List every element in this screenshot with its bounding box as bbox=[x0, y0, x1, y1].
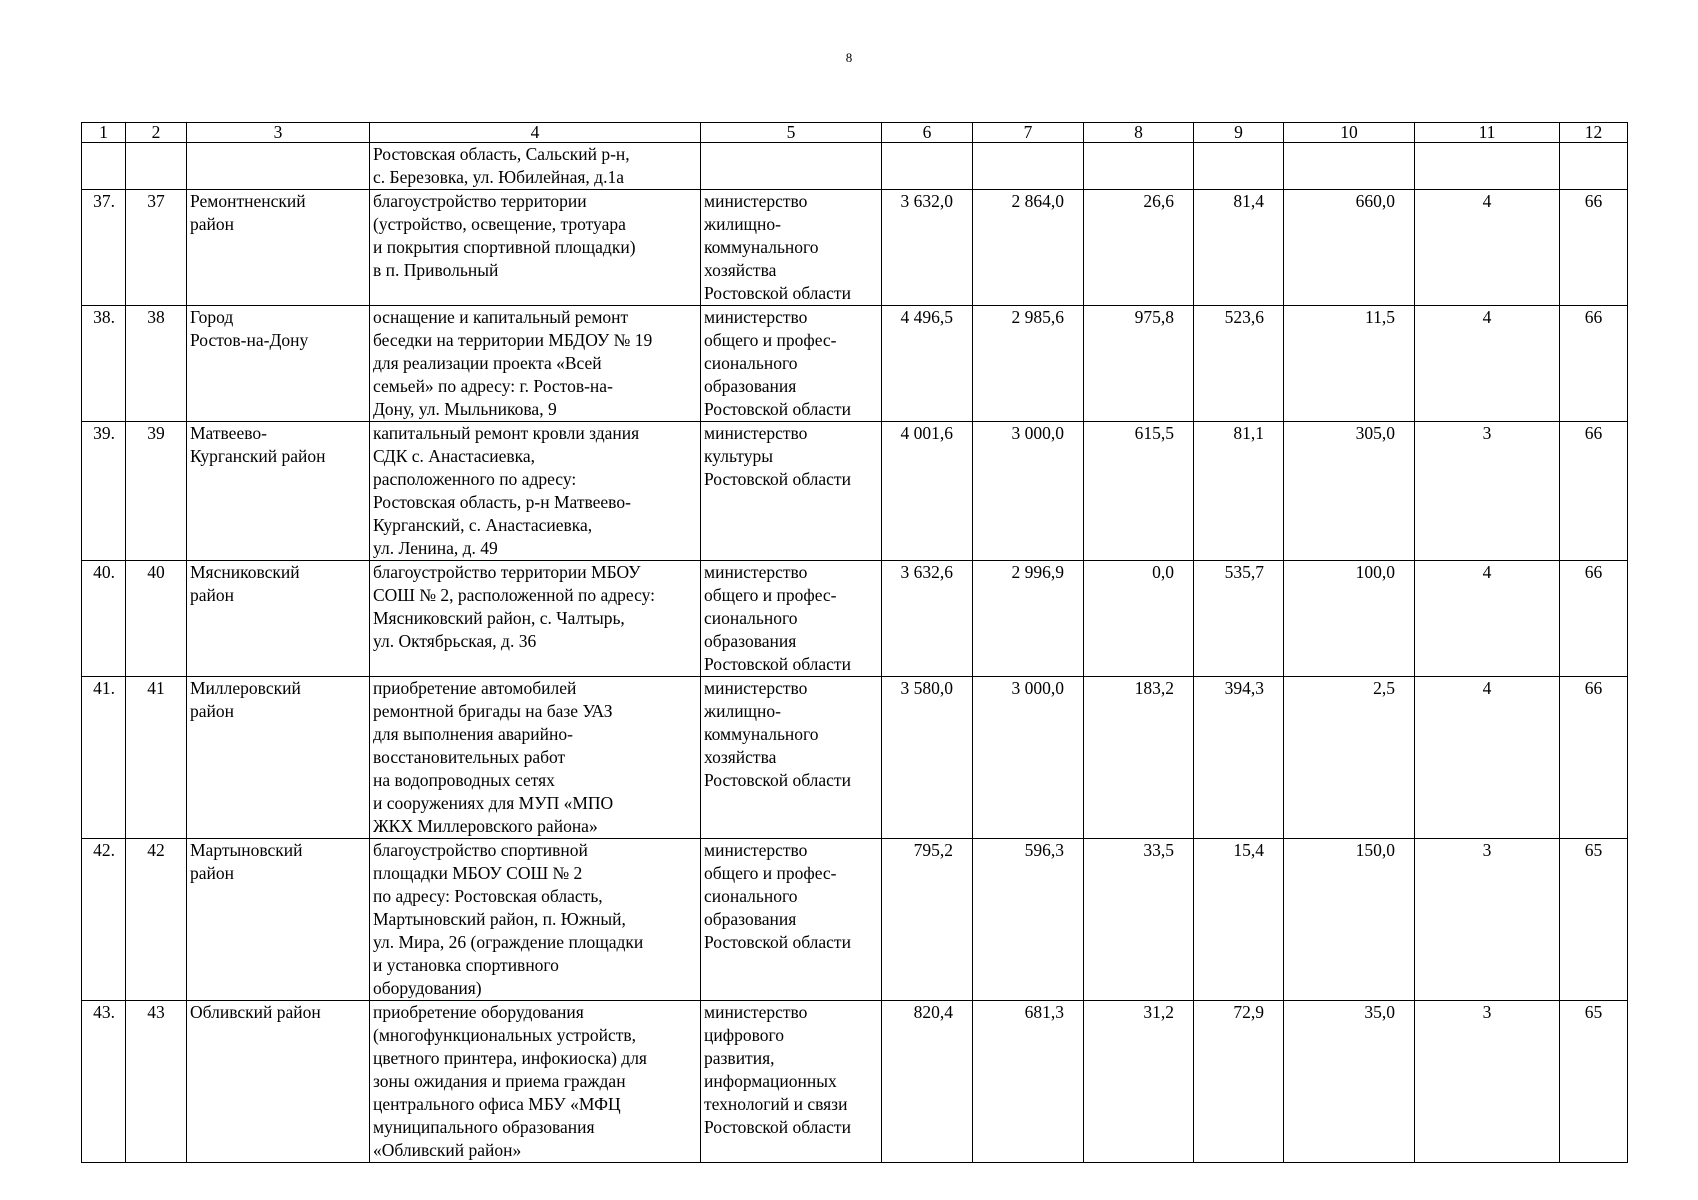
value-cell bbox=[973, 143, 1084, 190]
column-header: 3 bbox=[187, 123, 370, 143]
value-cell: 31,2 bbox=[1084, 1001, 1194, 1163]
value-cell: 2 864,0 bbox=[973, 190, 1084, 306]
value-cell: 3 000,0 bbox=[973, 677, 1084, 839]
value-cell: 15,4 bbox=[1194, 839, 1284, 1001]
value-cell: 615,5 bbox=[1084, 422, 1194, 561]
value-cell: 66 bbox=[1560, 561, 1628, 677]
page-number: 8 bbox=[845, 50, 853, 65]
ministry-cell: министерство жилищно- коммунального хозяйства Ростовской области bbox=[701, 677, 882, 839]
column-header: 10 bbox=[1284, 123, 1415, 143]
row-number-cell: 40. bbox=[82, 561, 126, 677]
ministry-cell: министерство культуры Ростовской области bbox=[701, 422, 882, 561]
row-id-cell bbox=[126, 143, 187, 190]
column-header: 5 bbox=[701, 123, 882, 143]
table-row bbox=[82, 561, 1628, 677]
value-cell: 523,6 bbox=[1194, 306, 1284, 422]
description-cell: капитальный ремонт кровли здания СДК с. Анастасиевка, расположенного по адресу: Ростовская область, р-н Матвеево- Курганский, с. Анастасиевка, ул. Ленина, д. 49 bbox=[370, 422, 701, 561]
value-cell: 65 bbox=[1560, 839, 1628, 1001]
row-number-cell: 41. bbox=[82, 677, 126, 839]
row-id-cell: 38 bbox=[126, 306, 187, 422]
value-cell: 65 bbox=[1560, 1001, 1628, 1163]
column-number-header-row bbox=[82, 123, 1628, 143]
value-cell: 3 632,0 bbox=[882, 190, 973, 306]
row-id-cell: 43 bbox=[126, 1001, 187, 1163]
description-cell: приобретение автомобилей ремонтной бригады на базе УАЗ для выполнения аварийно- восстановительных работ на водопроводных сетях и сооружениях для МУП «МПО ЖКХ Миллеровского района» bbox=[370, 677, 701, 839]
row-number-cell: 39. bbox=[82, 422, 126, 561]
value-cell: 535,7 bbox=[1194, 561, 1284, 677]
column-header: 4 bbox=[370, 123, 701, 143]
value-cell: 660,0 bbox=[1284, 190, 1415, 306]
value-cell: 975,8 bbox=[1084, 306, 1194, 422]
row-number-cell: 43. bbox=[82, 1001, 126, 1163]
value-cell: 66 bbox=[1560, 677, 1628, 839]
value-cell: 66 bbox=[1560, 190, 1628, 306]
value-cell: 66 bbox=[1560, 306, 1628, 422]
value-cell: 150,0 bbox=[1284, 839, 1415, 1001]
table-row bbox=[82, 306, 1628, 422]
value-cell: 33,5 bbox=[1084, 839, 1194, 1001]
table-row bbox=[82, 839, 1628, 1001]
description-cell: оснащение и капитальный ремонт беседки на территории МБДОУ № 19 для реализации проекта «Всей семьей» по адресу: г. Ростов-на- Дону, ул. Мыльникова, 9 bbox=[370, 306, 701, 422]
data-table bbox=[81, 122, 1628, 1163]
value-cell bbox=[701, 143, 882, 190]
column-header: 11 bbox=[1415, 123, 1560, 143]
value-cell: 4 bbox=[1415, 306, 1560, 422]
description-cell: приобретение оборудования (многофункциональных устройств, цветного принтера, инфокиоска) для зоны ожидания и приема граждан центрального офиса МБУ «МФЦ муниципального образования «Обливский район» bbox=[370, 1001, 701, 1163]
value-cell bbox=[1415, 143, 1560, 190]
description-cell: благоустройство спортивной площадки МБОУ СОШ № 2 по адресу: Ростовская область, Мартыновский район, п. Южный, ул. Мира, 26 (ограждение площадки и установка спортивного оборудования) bbox=[370, 839, 701, 1001]
value-cell: 3 632,6 bbox=[882, 561, 973, 677]
district-cell: Обливский район bbox=[187, 1001, 370, 1163]
value-cell: 681,3 bbox=[973, 1001, 1084, 1163]
value-cell: 81,1 bbox=[1194, 422, 1284, 561]
value-cell: 26,6 bbox=[1084, 190, 1194, 306]
ministry-cell: министерство общего и профес- сионального образования Ростовской области bbox=[701, 306, 882, 422]
column-header: 2 bbox=[126, 123, 187, 143]
value-cell: 305,0 bbox=[1284, 422, 1415, 561]
ministry-cell: министерство общего и профес- сионального образования Ростовской области bbox=[701, 839, 882, 1001]
value-cell: 2,5 bbox=[1284, 677, 1415, 839]
table-body bbox=[82, 143, 1628, 1163]
row-id-cell: 40 bbox=[126, 561, 187, 677]
value-cell: 72,9 bbox=[1194, 1001, 1284, 1163]
description-cell: благоустройство территории МБОУ СОШ № 2, расположенной по адресу: Мясниковский район, с. Чалтырь, ул. Октябрьская, д. 36 bbox=[370, 561, 701, 677]
district-cell: Ремонтненский район bbox=[187, 190, 370, 306]
value-cell: 66 bbox=[1560, 422, 1628, 561]
table-row bbox=[82, 422, 1628, 561]
value-cell: 11,5 bbox=[1284, 306, 1415, 422]
row-number-cell bbox=[82, 143, 126, 190]
value-cell: 3 580,0 bbox=[882, 677, 973, 839]
value-cell: 3 000,0 bbox=[973, 422, 1084, 561]
value-cell: 795,2 bbox=[882, 839, 973, 1001]
district-cell: Мясниковский район bbox=[187, 561, 370, 677]
table-row bbox=[82, 677, 1628, 839]
table-row bbox=[82, 1001, 1628, 1163]
row-number-cell: 38. bbox=[82, 306, 126, 422]
value-cell: 4 bbox=[1415, 561, 1560, 677]
ministry-cell: министерство общего и профес- сионального образования Ростовской области bbox=[701, 561, 882, 677]
value-cell bbox=[882, 143, 973, 190]
district-cell: Город Ростов-на-Дону bbox=[187, 306, 370, 422]
column-header: 1 bbox=[82, 123, 126, 143]
column-header: 8 bbox=[1084, 123, 1194, 143]
value-cell bbox=[1560, 143, 1628, 190]
ministry-cell: министерство жилищно- коммунального хозяйства Ростовской области bbox=[701, 190, 882, 306]
value-cell bbox=[1084, 143, 1194, 190]
value-cell: 3 bbox=[1415, 839, 1560, 1001]
district-cell: Матвеево- Курганский район bbox=[187, 422, 370, 561]
column-header: 7 bbox=[973, 123, 1084, 143]
value-cell: 4 001,6 bbox=[882, 422, 973, 561]
table-row bbox=[82, 190, 1628, 306]
table-row bbox=[82, 143, 1628, 190]
value-cell: 820,4 bbox=[882, 1001, 973, 1163]
value-cell: 81,4 bbox=[1194, 190, 1284, 306]
ministry-cell: министерство цифрового развития, информационных технологий и связи Ростовской области bbox=[701, 1001, 882, 1163]
value-cell: 3 bbox=[1415, 1001, 1560, 1163]
row-id-cell: 37 bbox=[126, 190, 187, 306]
row-id-cell: 42 bbox=[126, 839, 187, 1001]
value-cell: 596,3 bbox=[973, 839, 1084, 1001]
value-cell: 2 985,6 bbox=[973, 306, 1084, 422]
column-header: 9 bbox=[1194, 123, 1284, 143]
description-cell: благоустройство территории (устройство, освещение, тротуара и покрытия спортивной площадки) в п. Привольный bbox=[370, 190, 701, 306]
value-cell: 4 496,5 bbox=[882, 306, 973, 422]
description-cell: Ростовская область, Сальский р-н, с. Березовка, ул. Юбилейная, д.1а bbox=[370, 143, 701, 190]
row-id-cell: 39 bbox=[126, 422, 187, 561]
value-cell: 2 996,9 bbox=[973, 561, 1084, 677]
value-cell bbox=[1284, 143, 1415, 190]
value-cell: 4 bbox=[1415, 190, 1560, 306]
value-cell bbox=[1194, 143, 1284, 190]
row-number-cell: 37. bbox=[82, 190, 126, 306]
district-cell bbox=[187, 143, 370, 190]
value-cell: 183,2 bbox=[1084, 677, 1194, 839]
value-cell: 394,3 bbox=[1194, 677, 1284, 839]
value-cell: 3 bbox=[1415, 422, 1560, 561]
row-id-cell: 41 bbox=[126, 677, 187, 839]
value-cell: 100,0 bbox=[1284, 561, 1415, 677]
column-header: 6 bbox=[882, 123, 973, 143]
value-cell: 35,0 bbox=[1284, 1001, 1415, 1163]
value-cell: 0,0 bbox=[1084, 561, 1194, 677]
value-cell: 4 bbox=[1415, 677, 1560, 839]
column-header: 12 bbox=[1560, 123, 1628, 143]
district-cell: Мартыновский район bbox=[187, 839, 370, 1001]
row-number-cell: 42. bbox=[82, 839, 126, 1001]
district-cell: Миллеровский район bbox=[187, 677, 370, 839]
